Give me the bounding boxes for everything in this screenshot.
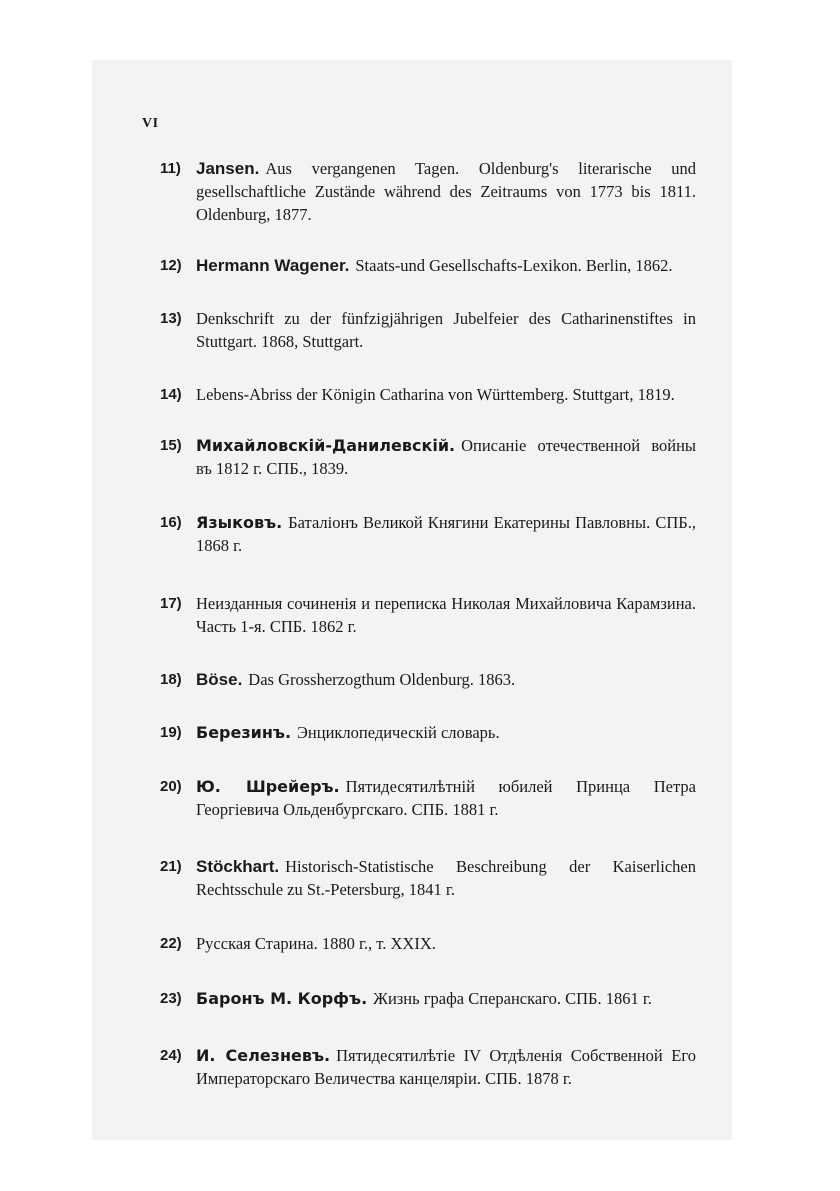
entry-number: 18)	[160, 671, 182, 688]
entry-number: 21)	[160, 858, 182, 875]
entry-author: Языковъ.	[196, 513, 283, 532]
bibliography-entry	[160, 511, 696, 557]
entry-text: Staats-und Gesellschafts-Lexikon. Berlin, 1862.	[355, 256, 673, 275]
entry-author: Stöckhart.	[196, 857, 280, 876]
entry-author: Баронъ М. Корфъ.	[196, 989, 368, 1008]
entry-author: Ю. Шрейеръ.	[196, 777, 340, 796]
entry-text: Баталіонъ Великой Княгини Екатерины Павловны. СПБ., 1868 г.	[196, 513, 696, 555]
entry-text: Неизданныя сочиненія и переписка Николая Михайловича Карамзина. Часть 1-я. СПБ. 1862 г.	[196, 594, 696, 636]
bibliography-entry	[160, 668, 696, 691]
entry-number: 11)	[160, 160, 181, 177]
bibliography-entry	[160, 383, 696, 406]
entry-text: Lebens-Abriss der Königin Catharina von Württemberg. Stuttgart, 1819.	[196, 385, 675, 404]
bibliography-entry	[160, 434, 696, 480]
bibliography-entry	[160, 721, 696, 744]
entry-text: Энциклопедическій словарь.	[297, 723, 500, 742]
entry-text: Historisch-Statistische Beschreibung der Kaiserlichen Rechtsschule zu St.-Petersburg, 1841 г.	[196, 857, 696, 899]
entry-text: Пятидесятилѣтній юбилей Принца Петра Георгіевича Ольденбургскаго. СПБ. 1881 г.	[196, 777, 696, 819]
entry-text: Русская Старина. 1880 г., т. XXIX.	[196, 934, 436, 953]
entry-text: Жизнь графа Сперанскаго. СПБ. 1861 г.	[373, 989, 652, 1008]
entry-number: 23)	[160, 990, 182, 1007]
entry-number: 13)	[160, 310, 182, 327]
entry-author: Böse.	[196, 670, 243, 689]
entry-author: И. Селезневъ.	[196, 1046, 331, 1065]
entry-author: Hermann Wagener.	[196, 256, 350, 275]
entry-text: Aus vergangenen Tagen. Oldenburg's literarische und gesellschaftliche Zustände während des Zeitraums von 1773 bis 1811. Oldenburg, 1877.	[196, 159, 696, 224]
bibliography-entry	[160, 855, 696, 901]
entry-number: 16)	[160, 514, 182, 531]
entry-number: 20)	[160, 778, 182, 795]
entry-text: Das Grossherzogthum Oldenburg. 1863.	[248, 670, 516, 689]
entry-number: 17)	[160, 595, 182, 612]
entry-number: 24)	[160, 1047, 182, 1064]
entry-number: 22)	[160, 935, 182, 952]
entry-author: Jansen.	[196, 159, 260, 178]
entry-text: Пятидесятилѣтіе IV Отдѣленія Собственной Его Императорскаго Величества канцеляріи. СПБ. 1878 г.	[196, 1046, 696, 1088]
bibliography-entry	[160, 157, 696, 226]
entry-author: Березинъ.	[196, 723, 292, 742]
page-number: VI	[142, 116, 159, 131]
bibliography-entry	[160, 254, 696, 277]
bibliography-entry	[160, 932, 696, 955]
entry-number: 15)	[160, 437, 182, 454]
entry-number: 14)	[160, 386, 182, 403]
entry-text: Denkschrift zu der fünfzigjährigen Jubelfeier des Catharinenstiftes in Stuttgart. 1868, Stuttgart.	[196, 309, 696, 351]
bibliography-entry	[160, 775, 696, 821]
bibliography-entry	[160, 987, 696, 1010]
entry-number: 19)	[160, 724, 182, 741]
entry-text: Описаніе отечественной войны въ 1812 г. СПБ., 1839.	[196, 436, 696, 478]
entry-number: 12)	[160, 257, 182, 274]
bibliography-entry	[160, 592, 696, 638]
bibliography-entry	[160, 307, 696, 353]
bibliography-entry	[160, 1044, 696, 1090]
entry-author: Михайловскій-Данилевскій.	[196, 436, 456, 455]
